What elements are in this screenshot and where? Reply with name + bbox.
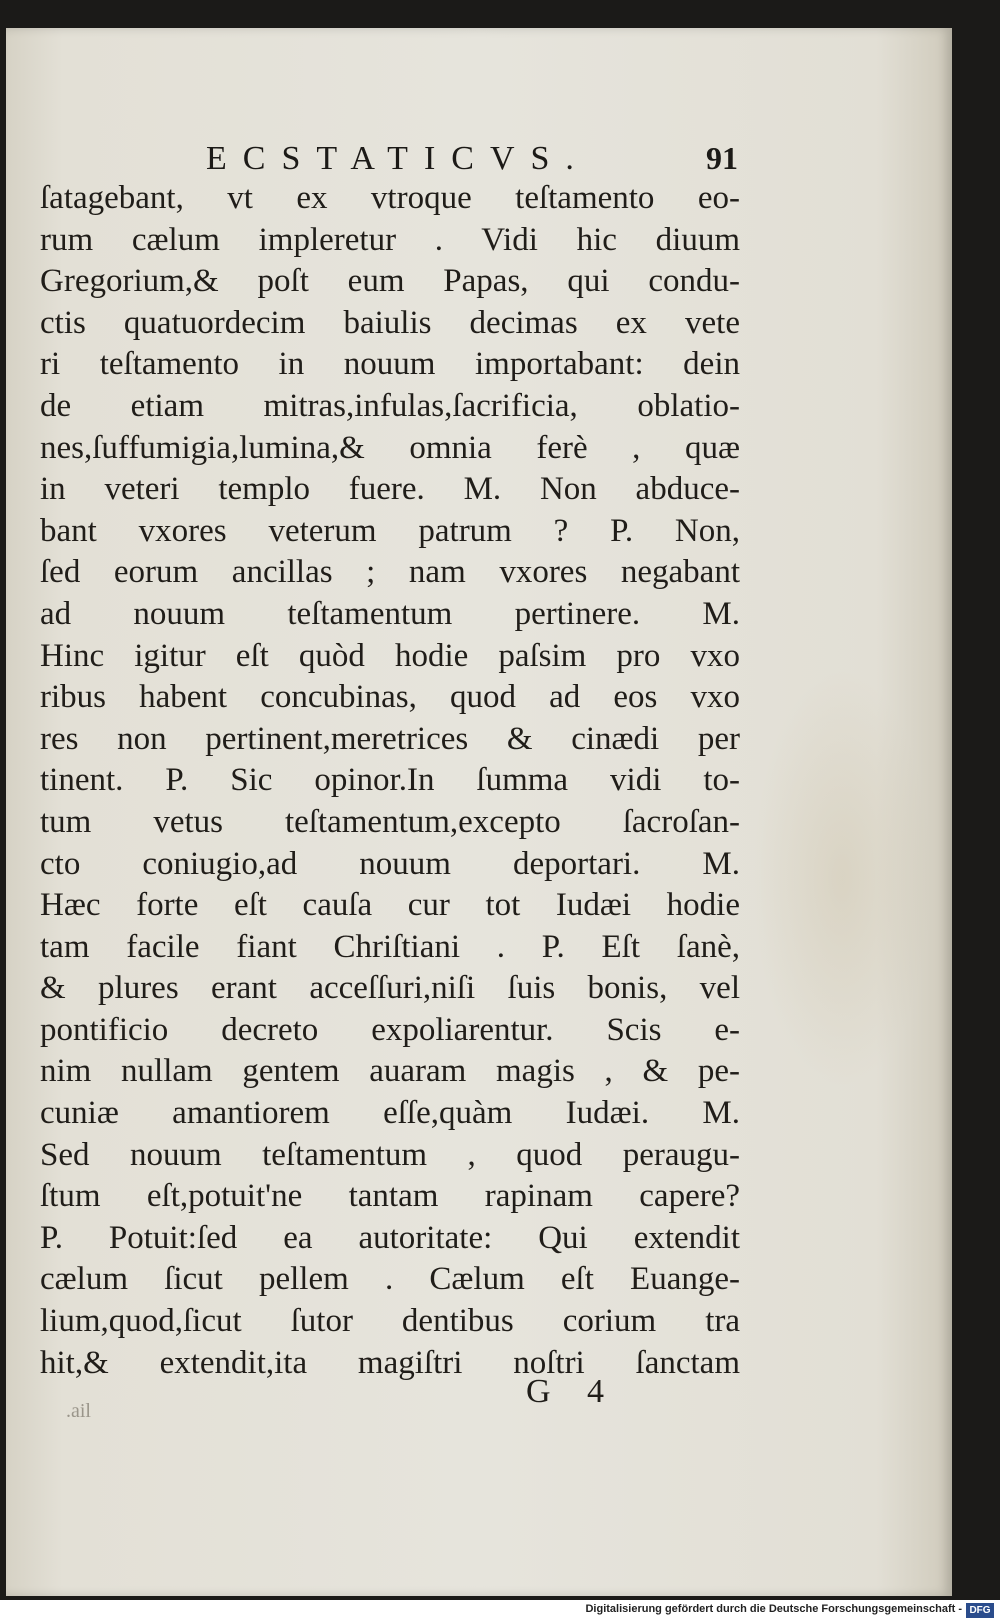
text-line: ad nouum teſtamentum pertinere. M. (40, 595, 740, 632)
signature-mark: G 4 (526, 1373, 619, 1410)
text-line: hit,& extendit,ita magiſtri noſtri ſanctam (40, 1344, 740, 1381)
text-line: Hinc igitur eſt quòd hodie paſsim pro vxo (40, 637, 740, 674)
running-head (6, 140, 952, 180)
text-line: Gregorium,& poſt eum Papas, qui condu- (40, 263, 740, 300)
text-line: Sed nouum teſtamentum , quod peraugu- (40, 1136, 740, 1173)
text-line: ribus habent concubinas, quod ad eos vxo (40, 679, 740, 716)
dfg-logo-icon: DFG (966, 1603, 994, 1618)
running-title: ECSTATICVS. (206, 140, 590, 177)
digitization-footer (0, 1600, 1000, 1622)
book-page (6, 28, 952, 1596)
funding-credit: Digitalisierung gefördert durch die Deutsche Forschungsgemeinschaft - (585, 1603, 962, 1615)
text-line: tinent. P. Sic opinor.In ſumma vidi to- (40, 762, 740, 799)
text-line: pontificio decreto expoliarentur. Scis e- (40, 1011, 740, 1048)
text-line: ſatagebant, vt ex vtroque teſtamento eo- (40, 180, 740, 216)
text-line: & plures erant acceſſuri,niſi ſuis bonis, vel (40, 970, 740, 1007)
text-line: bant vxores veterum patrum ? P. Non, (40, 512, 740, 549)
text-line: nes,ſuffumigia,lumina,& omnia ferè , quæ (40, 429, 740, 466)
text-line: Hæc forte eſt cauſa cur tot Iudæi hodie (40, 887, 740, 924)
text-line: ſtum eſt,potuit'ne tantam rapinam capere? (40, 1178, 740, 1215)
text-line: res non pertinent,meretrices & cinædi per (40, 720, 740, 757)
text-line: nim nullam gentem auaram magis , & pe- (40, 1053, 740, 1090)
paper-stain (752, 668, 932, 1088)
text-line: ctis quatuordecim baiulis decimas ex vete (40, 304, 740, 341)
text-line: in veteri templo fuere. M. Non abduce- (40, 471, 740, 508)
body-text (40, 178, 740, 1384)
margin-bleed-mark: .ail (66, 1400, 91, 1422)
text-line: cælum ſicut pellem . Cælum eſt Euange- (40, 1261, 740, 1298)
text-line: de etiam mitras,infulas,ſacrificia, oblatio- (40, 387, 740, 424)
text-line: P. Potuit:ſed ea autoritate: Qui extendit (40, 1219, 740, 1256)
text-line: ſed eorum ancillas ; nam vxores negabant (40, 554, 740, 591)
text-line: cto coniugio,ad nouum deportari. M. (40, 845, 740, 882)
text-line: rum cælum impleretur . Vidi hic diuum (40, 221, 740, 258)
page-number: 91 (706, 140, 738, 176)
text-line: cuniæ amantiorem eſſe,quàm Iudæi. M. (40, 1095, 740, 1132)
text-line: lium,quod,ſicut ſutor dentibus corium tra (40, 1303, 740, 1340)
text-line: tam facile fiant Chriſtiani . P. Eſt ſanè, (40, 928, 740, 965)
text-line: tum vetus teſtamentum,excepto ſacroſan- (40, 803, 740, 840)
text-line: ri teſtamento in nouum importabant: dein (40, 346, 740, 383)
